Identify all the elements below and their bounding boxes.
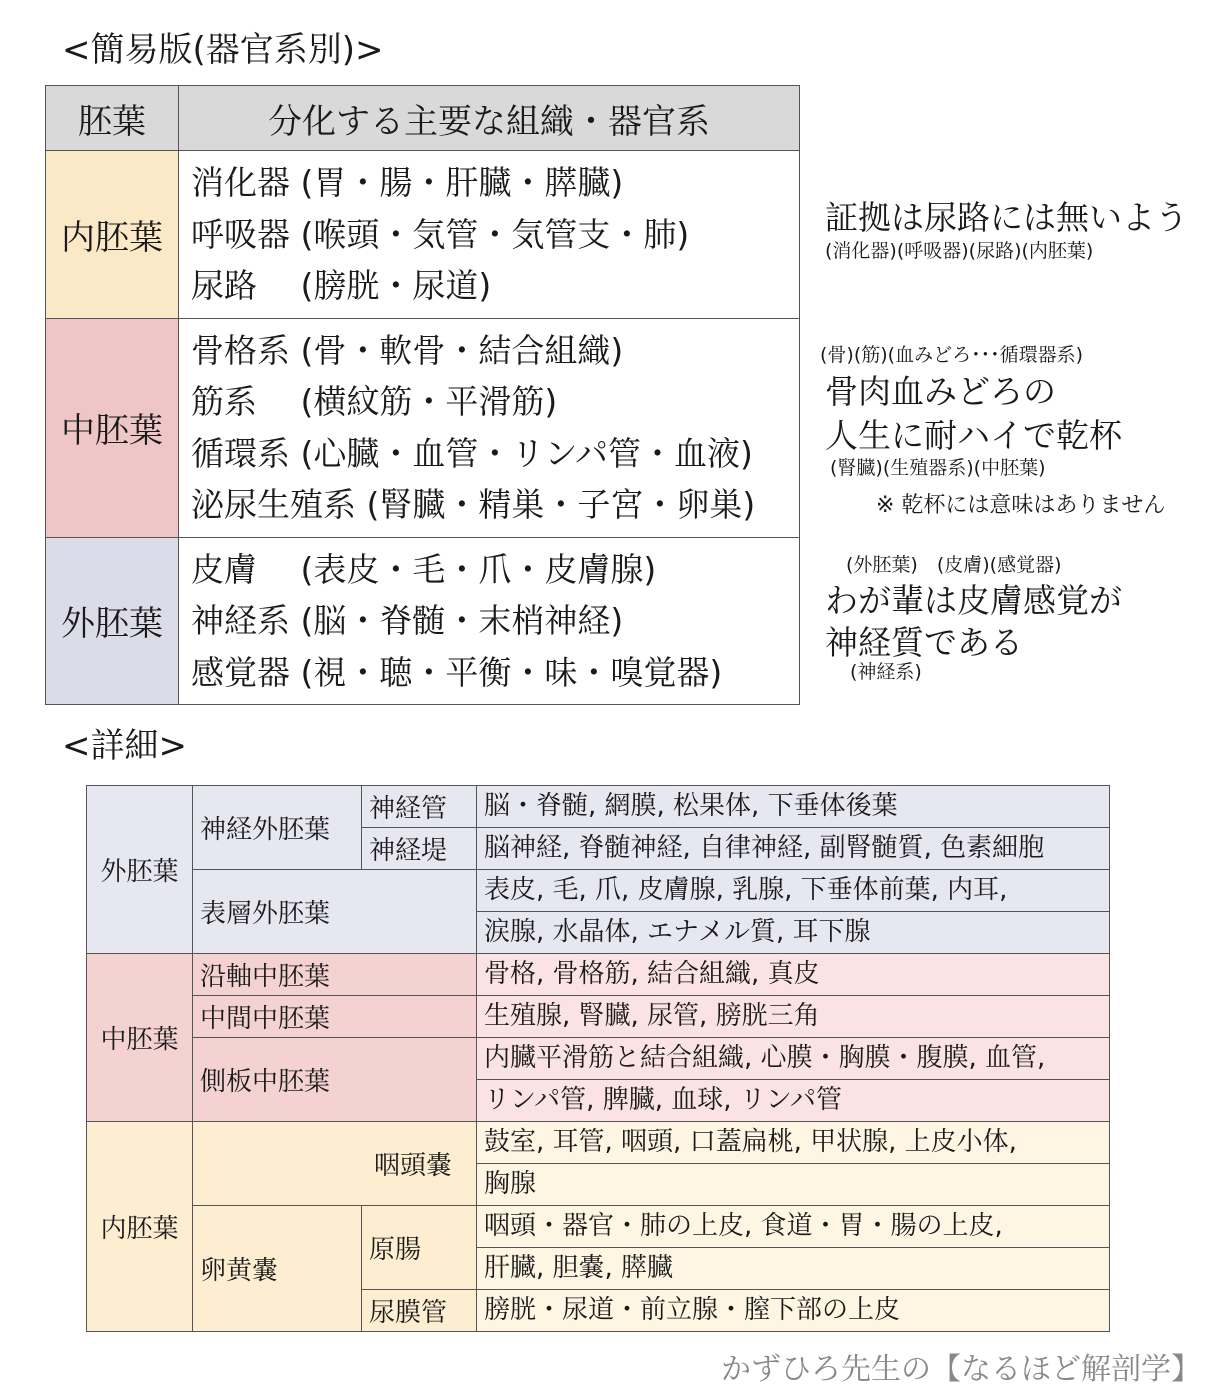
- simple-row-endoderm: [46, 151, 800, 319]
- layer-endoderm: 内胚葉: [46, 151, 179, 319]
- organ-line: 尿路 (膀胱・尿道): [191, 266, 492, 305]
- lateral-plate-tissues-1: 内臓平滑筋と結合組織, 心膜・胸膜・腹膜, 血管,: [477, 1038, 1110, 1080]
- detail-layer-mesoderm: 中胚葉: [87, 954, 193, 1122]
- paraxial-mesoderm-label: 沿軸中胚葉: [193, 954, 477, 996]
- mnemonic-ectoderm-bottom: (神経系): [850, 661, 922, 683]
- yolk-sac-label: 卵黄嚢: [193, 1206, 362, 1332]
- neural-crest-tissues: 脳神経, 脊髄神経, 自律神経, 副腎髄質, 色素細胞: [477, 828, 1110, 870]
- table-row: [87, 870, 1110, 912]
- primitive-gut-tissues-1: 咽頭・器官・肺の上皮, 食道・胃・腸の上皮,: [477, 1206, 1110, 1248]
- intermediate-mesoderm-label: 中間中胚葉: [193, 996, 477, 1038]
- table-row: [87, 1206, 1110, 1248]
- organ-line: 皮膚 (表皮・毛・爪・皮膚腺): [191, 549, 657, 589]
- layer-mesoderm: 中胚葉: [46, 318, 179, 537]
- mnemonic-endoderm-sub: (消化器)(呼吸器)(尿路)(内胚葉): [825, 240, 1094, 262]
- simple-row-mesoderm: [46, 318, 800, 537]
- organs-endoderm: [179, 151, 800, 319]
- neural-tube-label: 神経管: [362, 786, 477, 828]
- table-row: [87, 1038, 1110, 1080]
- organ-line: 泌尿生殖系 (腎臓・精巣・子宮・卵巣): [191, 485, 756, 524]
- intermediate-mesoderm-tissues: 生殖腺, 腎臓, 尿管, 膀胱三角: [477, 996, 1110, 1038]
- detail-heading: <詳細>: [62, 726, 187, 766]
- header-organs: 分化する主要な組織・器官系: [179, 86, 800, 151]
- neural-tube-tissues: 脳・脊髄, 網膜, 松果体, 下垂体後葉: [477, 786, 1110, 828]
- allantois-label: 尿膜管: [362, 1290, 477, 1332]
- simple-row-ectoderm: [46, 537, 800, 705]
- footer-credit: かずひろ先生の【なるほど解剖学】: [721, 1352, 1201, 1387]
- lateral-plate-mesoderm-label: 側板中胚葉: [193, 1038, 477, 1122]
- organ-line: 消化器 (胃・腸・肝臓・膵臓): [191, 163, 624, 202]
- mnemonic-mesoderm-bottom: (腎臓)(生殖器系)(中胚葉): [830, 457, 1046, 479]
- organ-line: 循環系 (心臓・血管・リンパ管・血液): [191, 433, 753, 473]
- table-row: [87, 1122, 1110, 1164]
- pharyngeal-pouch-label: 咽頭嚢: [193, 1122, 477, 1206]
- mnemonic-ectoderm-top: (外胚葉) (皮膚)(感覚器): [846, 554, 1062, 576]
- surface-ectoderm-tissues-1: 表皮, 毛, 爪, 皮膚腺, 乳腺, 下垂体前葉, 内耳,: [477, 870, 1110, 912]
- primitive-gut-tissues-2: 肝臓, 胆嚢, 膵臓: [477, 1248, 1110, 1290]
- paraxial-mesoderm-tissues: 骨格, 骨格筋, 結合組織, 真皮: [477, 954, 1110, 996]
- primitive-gut-label: 原腸: [362, 1206, 477, 1290]
- organ-line: 筋系 (横紋筋・平滑筋): [191, 382, 558, 421]
- lateral-plate-tissues-2: リンパ管, 脾臓, 血球, リンパ管: [477, 1080, 1110, 1122]
- table-row: [87, 786, 1110, 828]
- surface-ectoderm-tissues-2: 涙腺, 水晶体, エナメル質, 耳下腺: [477, 912, 1110, 954]
- mnemonic-mesoderm-top: (骨)(筋)(血みどろ･･･循環器系): [820, 344, 1083, 366]
- table-row: [87, 954, 1110, 996]
- organs-ectoderm: [179, 537, 800, 705]
- organs-mesoderm: [179, 318, 800, 537]
- mnemonic-mesoderm-note: ※ 乾杯には意味はありません: [876, 493, 1166, 518]
- neuroectoderm-label: 神経外胚葉: [193, 786, 362, 870]
- detail-table: [86, 785, 1110, 1332]
- organ-line: 感覚器 (視・聴・平衡・味・嗅覚器): [191, 652, 723, 692]
- allantois-tissues: 膀胱・尿道・前立腺・膣下部の上皮: [477, 1290, 1110, 1332]
- organ-line: 神経系 (脳・脊髄・末梢神経): [191, 601, 624, 640]
- pharyngeal-pouch-tissues-2: 胸腺: [477, 1164, 1110, 1206]
- simple-heading: <簡易版(器官系別)>: [62, 30, 384, 70]
- pharyngeal-pouch-tissues-1: 鼓室, 耳管, 咽頭, 口蓋扁桃, 甲状腺, 上皮小体,: [477, 1122, 1110, 1164]
- surface-ectoderm-label: 表層外胚葉: [193, 870, 477, 954]
- organ-line: 呼吸器 (喉頭・気管・気管支・肺): [191, 214, 690, 254]
- detail-layer-ectoderm: 外胚葉: [87, 786, 193, 954]
- layer-ectoderm: 外胚葉: [46, 537, 179, 705]
- header-layer: 胚葉: [46, 86, 179, 151]
- detail-layer-endoderm: 内胚葉: [87, 1122, 193, 1332]
- mnemonic-ectoderm-line2: 神経質である: [825, 623, 1023, 662]
- neural-crest-label: 神経堤: [362, 828, 477, 870]
- organ-line: 骨格系 (骨・軟骨・結合組織): [191, 330, 624, 370]
- mnemonic-mesoderm-line2: 人生に耐ハイで乾杯: [825, 416, 1122, 455]
- mnemonic-endoderm-main: 証拠は尿路には無いよう: [825, 198, 1188, 237]
- mnemonic-mesoderm-line1: 骨肉血みどろの: [825, 372, 1056, 411]
- simple-header-row: [46, 86, 800, 151]
- simple-table: [45, 85, 800, 705]
- mnemonic-ectoderm-line1: わが輩は皮膚感覚が: [825, 581, 1122, 620]
- table-row: [87, 996, 1110, 1038]
